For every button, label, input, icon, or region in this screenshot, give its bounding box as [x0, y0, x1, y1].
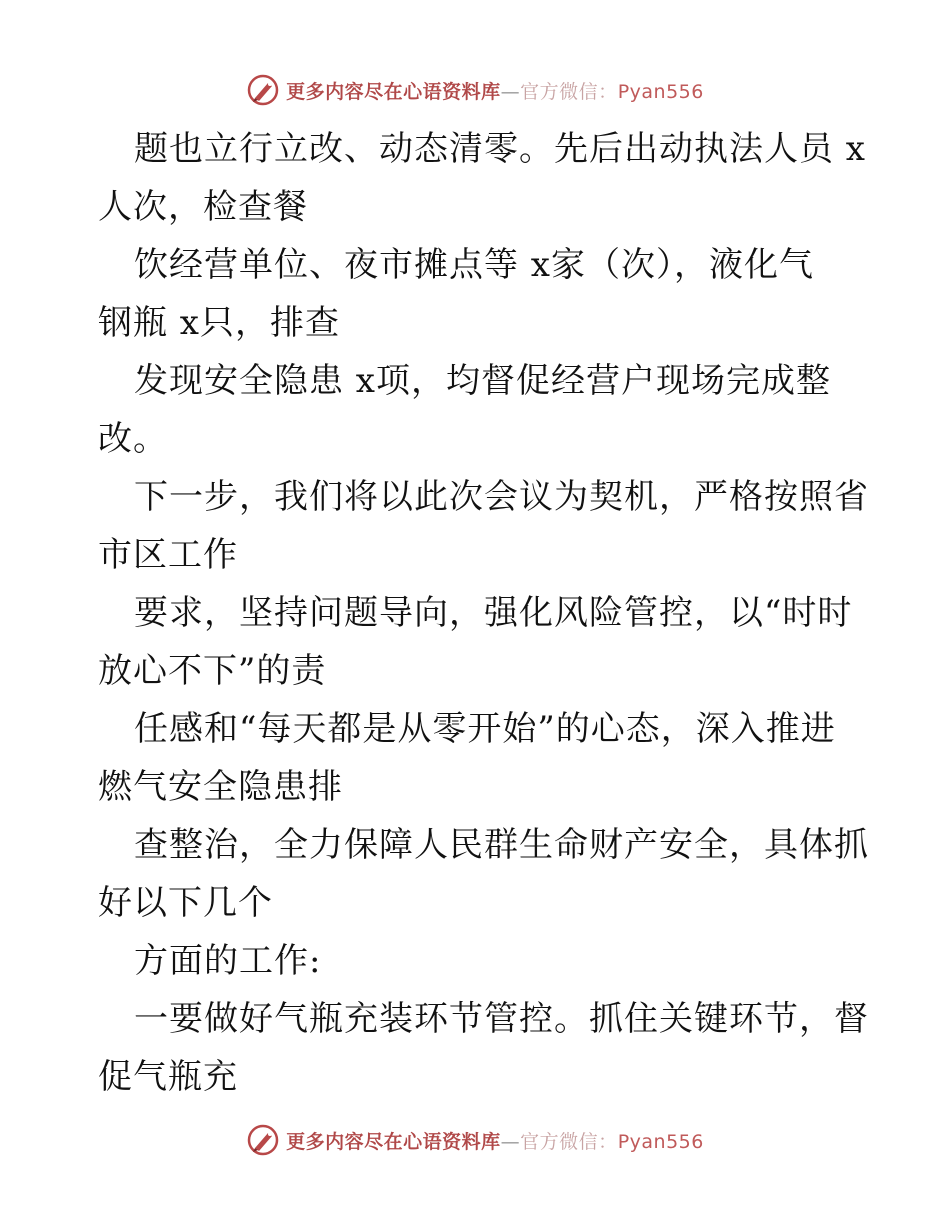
- pen-logo-icon: [246, 1123, 280, 1157]
- text-line: 饮经营单位、夜市摊点等 x家（次），液化气: [134, 245, 814, 285]
- text-line: 放心不下”的责: [98, 651, 327, 691]
- text-line: 好以下几个: [98, 883, 273, 923]
- watermark-wechat-id: Pyan556: [617, 1130, 704, 1153]
- watermark-separator: —: [500, 1130, 521, 1153]
- watermark-text: [286, 1127, 704, 1154]
- text-line: 要求，坚持问题导向，强化风险管控，以“时时: [134, 593, 853, 633]
- text-line: 燃气安全隐患排: [98, 767, 343, 807]
- text-line: 任感和“每天都是从零开始”的心态，深入推进: [134, 709, 836, 749]
- text-line: 发现安全隐患 x项，均督促经营户现场完成整: [134, 361, 831, 401]
- header-watermark: [0, 70, 950, 110]
- text-line: 促气瓶充: [98, 1057, 238, 1097]
- text-line: 下一步，我们将以此次会议为契机，严格按照省: [134, 477, 869, 517]
- text-line: 方面的工作:: [134, 941, 322, 981]
- text-line: 钢瓶 x只，排查: [98, 303, 340, 343]
- text-line: 题也立行立改、动态清零。先后出动执法人员 x: [134, 129, 866, 169]
- watermark-wechat-id: Pyan556: [617, 80, 704, 103]
- watermark-brand: 更多内容尽在心语资料库: [286, 1130, 501, 1153]
- text-line: 查整治，全力保障人民群生命财产安全，具体抓: [134, 825, 869, 865]
- watermark-suffix: 官方微信：: [520, 80, 618, 103]
- watermark-brand: 更多内容尽在心语资料库: [286, 80, 501, 103]
- text-line: 人次，检查餐: [98, 187, 308, 227]
- watermark-separator: —: [500, 80, 521, 103]
- watermark-suffix: 官方微信：: [520, 1130, 618, 1153]
- document-body: [98, 120, 869, 1106]
- footer-watermark: [0, 1120, 950, 1160]
- text-line: 一要做好气瓶充装环节管控。抓住关键环节，督: [134, 999, 869, 1039]
- watermark-text: [286, 77, 704, 104]
- text-line: 改。: [98, 419, 168, 459]
- text-line: 市区工作: [98, 535, 238, 575]
- pen-logo-icon: [246, 73, 280, 107]
